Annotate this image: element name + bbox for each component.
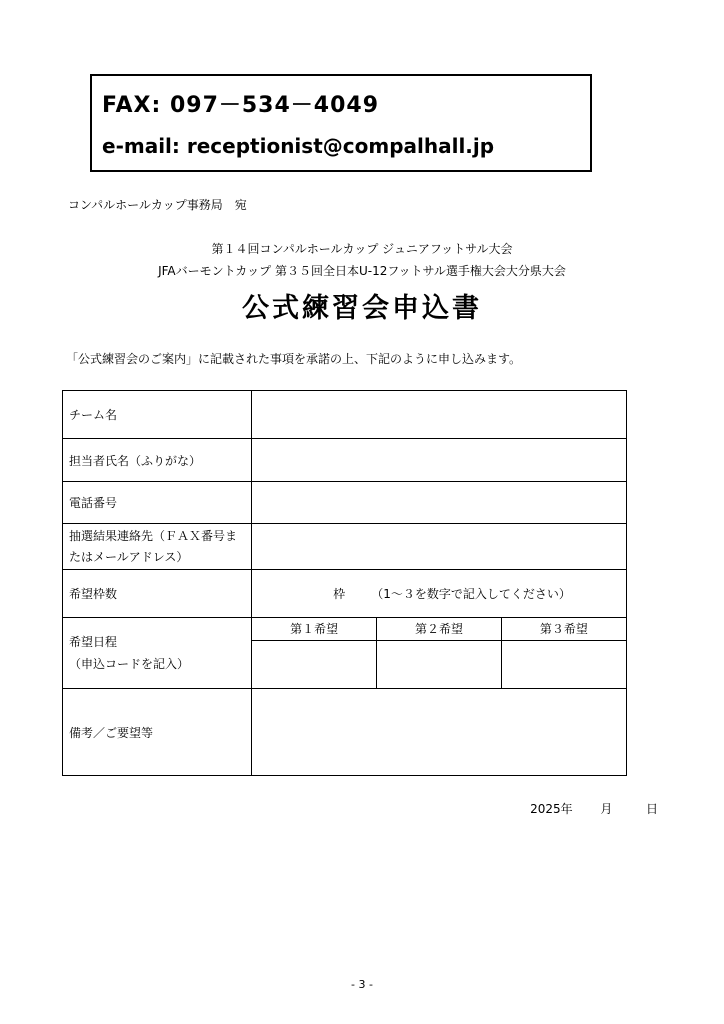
second-choice-field[interactable] [377,640,502,688]
row-contact-person [63,439,627,482]
team-name-field[interactable] [252,391,627,439]
phone-field[interactable] [252,482,627,524]
result-contact-label [63,524,252,570]
choices-header-row [252,618,626,640]
date-year: 2025年 [530,802,573,816]
remarks-label: 備考／ご要望等 [63,689,252,776]
row-schedule [63,618,627,689]
third-choice-field[interactable] [501,640,626,688]
result-contact-field[interactable] [252,524,627,570]
row-remarks [63,689,627,776]
contact-box [90,74,592,172]
first-choice-field[interactable] [252,640,377,688]
contact-person-field[interactable] [252,439,627,482]
fax-number: FAX: 097－534－4049 [102,93,380,118]
schedule-label-line-1: 希望日程 [69,635,118,649]
choices-input-row [252,640,626,688]
schedule-label [63,618,252,689]
addressee: コンパルホールカップ事務局 宛 [68,198,247,212]
date-month: 月 [600,802,613,816]
row-slots [63,570,627,618]
second-choice-header: 第２希望 [377,618,502,640]
phone-label: 電話番号 [63,482,252,524]
remarks-field[interactable] [252,689,627,776]
date-day: 日 [645,802,658,816]
slots-field[interactable] [252,570,627,618]
row-phone [63,482,627,524]
schedule-choices-cell [252,618,627,689]
result-contact-label-line-2: たはメールアドレス） [69,549,189,564]
schedule-choices-table [252,618,626,688]
intro-text: 「公式練習会のご案内」に記載された事項を承諾の上、下記のように申し込みます。 [66,352,522,366]
result-contact-label-line-1: 抽選結果連絡先（ＦＡＸ番号ま [69,528,238,543]
third-choice-header: 第３希望 [501,618,626,640]
slots-note: （1～３を数字で記入してください） [371,587,571,601]
event-name-line-1: 第１４回コンパルホールカップ ジュニアフットサル大会 [211,242,513,256]
schedule-label-line-2: （申込コードを記入） [69,657,190,671]
slots-unit: 枠 [333,587,346,601]
first-choice-header: 第１希望 [252,618,377,640]
slots-label: 希望枠数 [63,570,252,618]
team-name-label: チーム名 [63,391,252,439]
email-address: e-mail: receptionist@compalhall.jp [102,134,495,158]
document-title: 公式練習会申込書 [242,293,482,324]
row-team-name [63,391,627,439]
row-result-contact [63,524,627,570]
date-line [530,800,658,817]
page-number: - 3 - [351,978,373,991]
application-form-table [62,390,627,776]
contact-person-label: 担当者氏名（ふりがな） [63,439,252,482]
event-name-line-2: JFAバーモントカップ 第３５回全日本U-12フットサル選手権大会大分県大会 [158,264,566,278]
